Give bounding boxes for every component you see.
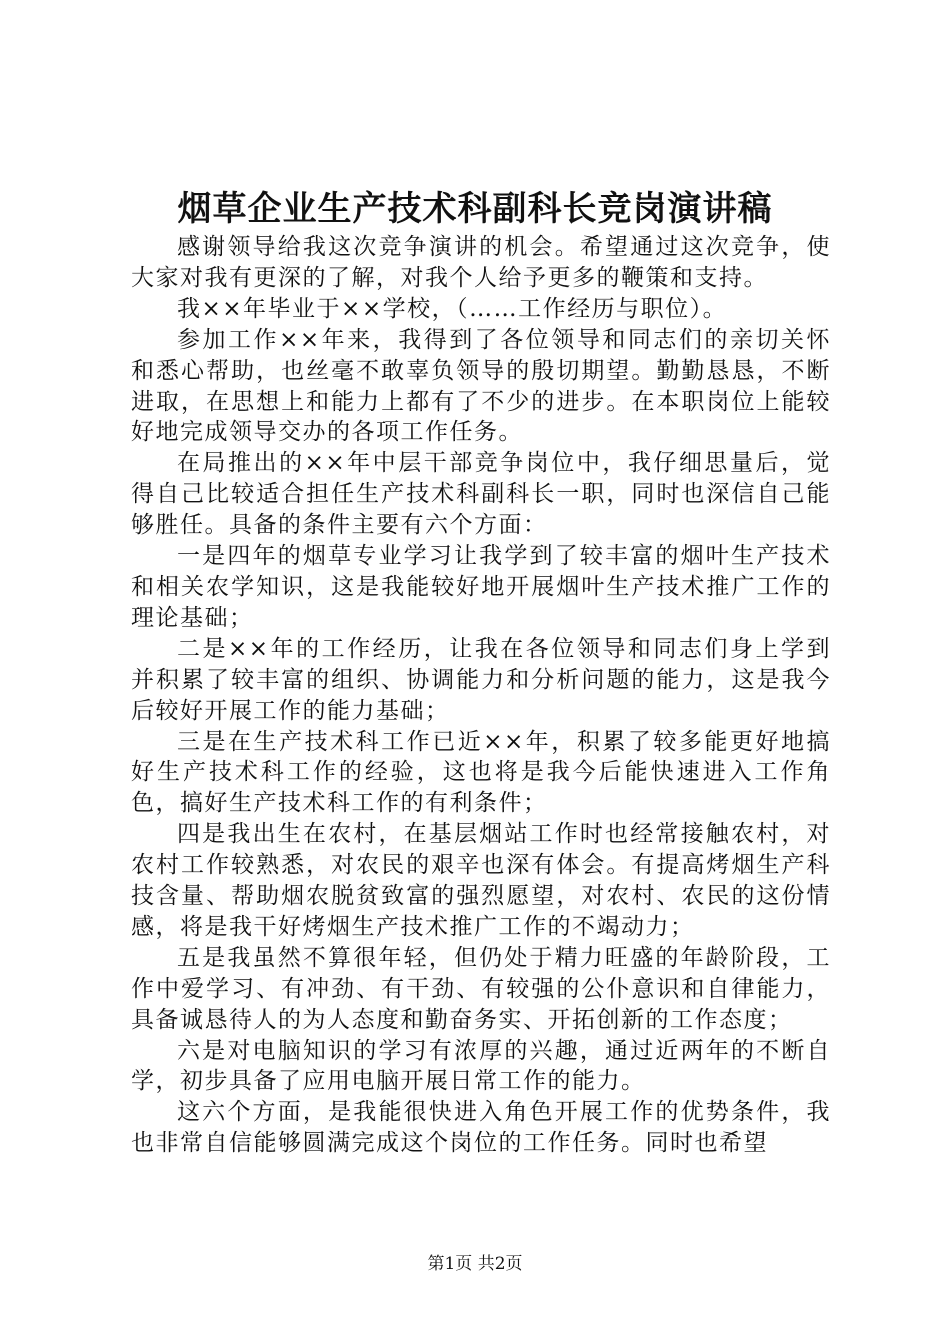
paragraph: 一是四年的烟草专业学习让我学到了较丰富的烟叶生产技术和相关农学知识，这是我能较好地开展烟叶生产技术推广工作的理论基础； <box>131 543 831 631</box>
document-body <box>131 232 831 1159</box>
paragraph: 感谢领导给我这次竞争演讲的机会。希望通过这次竞争，使大家对我有更深的了解，对我个人给予更多的鞭策和支持。 <box>131 234 831 291</box>
paragraph: 在局推出的××年中层干部竞争岗位中，我仔细思量后，觉得自己比较适合担任生产技术科副科长一职，同时也深信自己能够胜任。具备的条件主要有六个方面： <box>131 450 831 539</box>
paragraph: 这六个方面，是我能很快进入角色开展工作的优势条件，我也非常自信能够圆满完成这个岗位的工作任务。同时也希望 <box>131 1099 831 1157</box>
paragraph: 六是对电脑知识的学习有浓厚的兴趣，通过近两年的不断自学，初步具备了应用电脑开展日常工作的能力。 <box>131 1037 831 1095</box>
document-title: 烟草企业生产技术科副科长竞岗演讲稿 <box>177 189 773 229</box>
page-footer: 第1页 共2页 <box>427 1254 523 1274</box>
paragraph: 三是在生产技术科工作已近××年，积累了较多能更好地搞好生产技术科工作的经验，这也将是我今后能快速进入工作角色，搞好生产技术科工作的有利条件； <box>131 728 831 817</box>
paragraph: 五是我虽然不算很年轻，但仍处于精力旺盛的年龄阶段，工作中爱学习、有冲劲、有干劲、有较强的公仆意识和自律能力，具备诚恳待人的为人态度和勤奋务实、开拓创新的工作态度； <box>131 944 831 1033</box>
paragraph: 参加工作××年来，我得到了各位领导和同志们的亲切关怀和悉心帮助，也丝毫不敢辜负领导的殷切期望。勤勤恳恳，不断进取，在思想上和能力上都有了不少的进步。在本职岗位上能较好地完成领导交办的各项工作任务。 <box>131 326 831 446</box>
paragraph: 二是××年的工作经历，让我在各位领导和同志们身上学到并积累了较丰富的组织、协调能力和分析问题的能力，这是我今后较好开展工作的能力基础； <box>131 635 831 724</box>
paragraph: 四是我出生在农村，在基层烟站工作时也经常接触农村，对农村工作较熟悉，对农民的艰辛也深有体会。有提高烤烟生产科技含量、帮助烟农脱贫致富的强烈愿望，对农村、农民的这份情感，将是我干好烤烟生产技术推广工作的不竭动力； <box>131 821 831 940</box>
paragraph: 我××年毕业于××学校，（……工作经历与职位）。 <box>177 295 728 322</box>
